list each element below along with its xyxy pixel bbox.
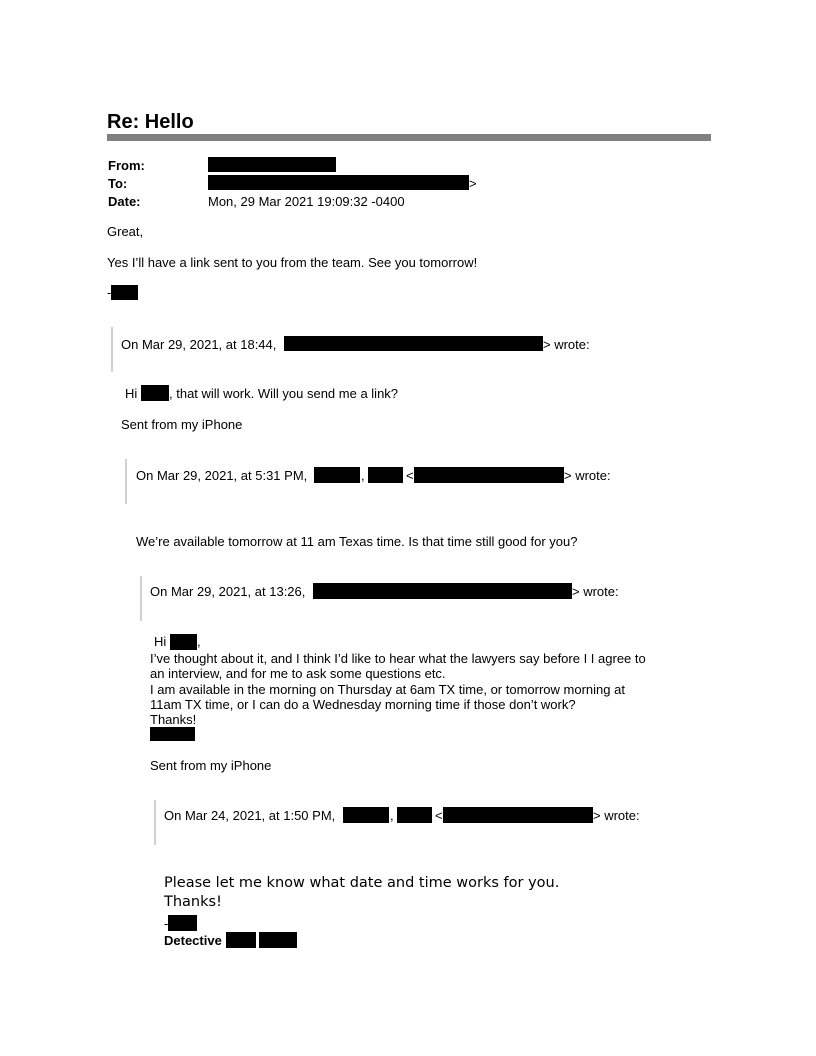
redaction-quote2-last bbox=[314, 467, 360, 483]
quote3-line3: I am available in the morning on Thursday at 6am TX time, or tomorrow morning at bbox=[150, 682, 625, 697]
redaction-detective-first bbox=[226, 932, 256, 948]
quote1-attribution-prefix: On Mar 29, 2021, at 18:44, bbox=[121, 337, 277, 352]
quote4-attribution-suffix: > wrote: bbox=[593, 808, 640, 823]
from-label: From: bbox=[108, 158, 145, 173]
redaction-quote4-email bbox=[443, 807, 593, 823]
email-subject: Re: Hello bbox=[107, 111, 194, 133]
quote2-lt: < bbox=[406, 468, 414, 483]
redaction-quote3-name bbox=[170, 634, 197, 650]
quote1-hi: Hi bbox=[125, 386, 138, 401]
signature-title: Detective bbox=[164, 933, 222, 948]
redaction-signoff bbox=[111, 285, 138, 300]
quote2-attribution-suffix: > wrote: bbox=[564, 468, 611, 483]
quote1-message: , that will work. Will you send me a link? bbox=[169, 386, 399, 401]
to-label: To: bbox=[108, 176, 128, 191]
signoff-dash: - bbox=[107, 285, 112, 300]
redaction-quote2-email bbox=[414, 467, 564, 483]
quote3-line4: 11am TX time, or I can do a Wednesday morning time if those don’t work? bbox=[150, 697, 576, 712]
redaction-quote4-initial bbox=[168, 915, 197, 931]
quote3-line1: I’ve thought about it, and I think I’d like to hear what the lawyers say before I I agree to bbox=[150, 651, 646, 666]
quote4-dash: - bbox=[164, 916, 169, 931]
title-divider bbox=[107, 134, 711, 141]
redaction-to bbox=[208, 175, 469, 190]
quote4-attribution-prefix: On Mar 24, 2021, at 1:50 PM, bbox=[164, 808, 336, 823]
redaction-quote2-first bbox=[368, 467, 403, 483]
quote-bar-3 bbox=[140, 576, 142, 621]
date-label: Date: bbox=[108, 194, 141, 209]
quote4-line1: Please let me know what date and time works for you. bbox=[164, 875, 560, 891]
quote1-sent-from: Sent from my iPhone bbox=[121, 417, 243, 432]
quote3-hi-comma: , bbox=[197, 634, 201, 649]
redaction-quote4-last bbox=[343, 807, 389, 823]
quote3-attribution-suffix: > wrote: bbox=[572, 584, 619, 599]
greeting: Great, bbox=[107, 224, 144, 239]
redaction-quote4-first bbox=[397, 807, 432, 823]
quote3-thanks: Thanks! bbox=[150, 712, 197, 727]
quote3-hi: Hi bbox=[154, 634, 167, 649]
redaction-detective-last bbox=[259, 932, 297, 948]
quote3-line2: an interview, and for me to ask some questions etc. bbox=[150, 666, 446, 681]
body-line: Yes I’ll have a link sent to you from the team. See you tomorrow! bbox=[107, 255, 478, 270]
redaction-from bbox=[208, 157, 336, 172]
quote1-attribution-suffix: > wrote: bbox=[543, 337, 590, 352]
quote-bar-1 bbox=[111, 327, 113, 372]
redaction-quote3-sender bbox=[313, 583, 572, 599]
redaction-quote1-sender bbox=[284, 336, 543, 351]
quote2-message: We’re available tomorrow at 11 am Texas time. Is that time still good for you? bbox=[136, 534, 578, 549]
quote2-attribution-prefix: On Mar 29, 2021, at 5:31 PM, bbox=[136, 468, 308, 483]
redaction-quote3-signature bbox=[150, 727, 195, 741]
quote4-thanks: Thanks! bbox=[164, 894, 222, 910]
quote2-comma: , bbox=[361, 468, 365, 483]
quote3-sent-from: Sent from my iPhone bbox=[150, 758, 272, 773]
redaction-quote1-name bbox=[141, 385, 169, 401]
quote-bar-2 bbox=[125, 459, 127, 504]
quote4-comma: , bbox=[390, 808, 394, 823]
date-value: Mon, 29 Mar 2021 19:09:32 -0400 bbox=[208, 194, 405, 209]
quote-bar-4 bbox=[154, 800, 156, 845]
quote4-lt: < bbox=[435, 808, 443, 823]
quote3-attribution-prefix: On Mar 29, 2021, at 13:26, bbox=[150, 584, 306, 599]
to-suffix: > bbox=[469, 176, 477, 191]
